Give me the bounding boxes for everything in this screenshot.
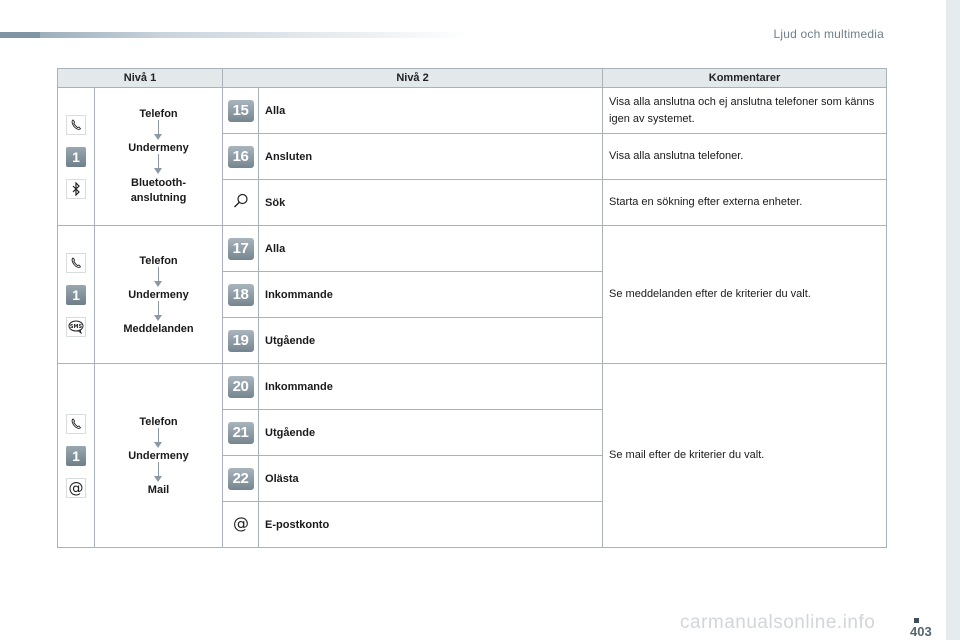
level1-icons-cell [58, 364, 95, 548]
num-cell [223, 364, 259, 410]
arrow-down-icon [154, 428, 163, 450]
at-icon [232, 514, 250, 532]
option-label: E-postkonto [259, 502, 603, 548]
page-marker [914, 618, 919, 623]
level1-icons-cell [58, 226, 95, 364]
menu-path-item: Telefon [139, 254, 178, 267]
comment-cell: Se meddelanden efter de kriterier du valt. [603, 226, 887, 364]
phone-icon [66, 115, 86, 135]
level1-icons-cell [58, 88, 95, 226]
num-cell [223, 410, 259, 456]
comment-cell: Visa alla anslutna och ej anslutna telefoner som känns igen av systemet. [603, 88, 887, 134]
option-label: Ansluten [259, 134, 603, 180]
num-badge: 19 [228, 330, 254, 352]
num-cell [223, 456, 259, 502]
col-header-level2: Nivå 2 [223, 69, 603, 88]
num-cell [223, 502, 259, 548]
option-label: Inkommande [259, 272, 603, 318]
menu-path-item: Telefon [139, 415, 178, 428]
menu-path-item: Undermeny [128, 449, 189, 462]
option-label: Inkommande [259, 364, 603, 410]
page-number: 403 [910, 624, 932, 639]
option-label: Alla [259, 226, 603, 272]
num-cell [223, 134, 259, 180]
menu-path-item: Bluetooth-anslutning [130, 176, 187, 204]
phone-icon [66, 253, 86, 273]
table-row [58, 226, 887, 272]
table-row [58, 88, 887, 134]
sms-icon [66, 317, 86, 337]
svg-text:@: @ [232, 514, 249, 532]
header-gradient-bar [0, 32, 470, 38]
num-cell [223, 272, 259, 318]
option-label: Utgående [259, 318, 603, 364]
svg-text:@: @ [68, 479, 84, 496]
search-icon [232, 192, 250, 210]
level-badge: 1 [66, 446, 86, 466]
arrow-down-icon [154, 301, 163, 323]
comment-cell: Se mail efter de kriterier du valt. [603, 364, 887, 548]
level1-menu-cell [95, 226, 223, 364]
num-cell [223, 88, 259, 134]
level-badge: 1 [66, 147, 86, 167]
menu-path-item: Telefon [139, 107, 178, 120]
table-header-row [58, 69, 887, 88]
menu-table [57, 68, 887, 548]
num-badge: 16 [228, 146, 254, 168]
table-row [58, 364, 887, 410]
comment-cell: Starta en sökning efter externa enheter. [603, 180, 887, 226]
arrow-down-icon [154, 267, 163, 289]
section-title: Ljud och multimedia [773, 27, 884, 41]
num-badge: 15 [228, 100, 254, 122]
menu-path-item: Undermeny [128, 141, 189, 154]
option-label: Olästa [259, 456, 603, 502]
at-icon [66, 478, 86, 498]
option-label: Utgående [259, 410, 603, 456]
col-header-level1: Nivå 1 [58, 69, 223, 88]
num-badge: 20 [228, 376, 254, 398]
num-badge: 17 [228, 238, 254, 260]
menu-path-item: Undermeny [128, 288, 189, 301]
watermark: carmanualsonline.info [680, 612, 876, 633]
phone-icon [66, 414, 86, 434]
level-badge: 1 [66, 285, 86, 305]
num-badge: 21 [228, 422, 254, 444]
num-badge: 18 [228, 284, 254, 306]
num-badge: 22 [228, 468, 254, 490]
arrow-down-icon [154, 154, 163, 176]
arrow-down-icon [154, 120, 163, 142]
level1-menu-cell [95, 88, 223, 226]
option-label: Sök [259, 180, 603, 226]
level1-menu-cell [95, 364, 223, 548]
arrow-down-icon [154, 462, 163, 484]
num-cell [223, 226, 259, 272]
option-label: Alla [259, 88, 603, 134]
col-header-comments: Kommentarer [603, 69, 887, 88]
comment-cell: Visa alla anslutna telefoner. [603, 134, 887, 180]
menu-path-item: Meddelanden [123, 322, 194, 335]
menu-path-item: Mail [147, 483, 170, 496]
page-edge-strip [946, 0, 960, 640]
header-accent-bar [0, 32, 40, 38]
svg-text:SMS: SMS [69, 323, 83, 330]
num-cell [223, 180, 259, 226]
num-cell [223, 318, 259, 364]
bluetooth-icon [66, 179, 86, 199]
